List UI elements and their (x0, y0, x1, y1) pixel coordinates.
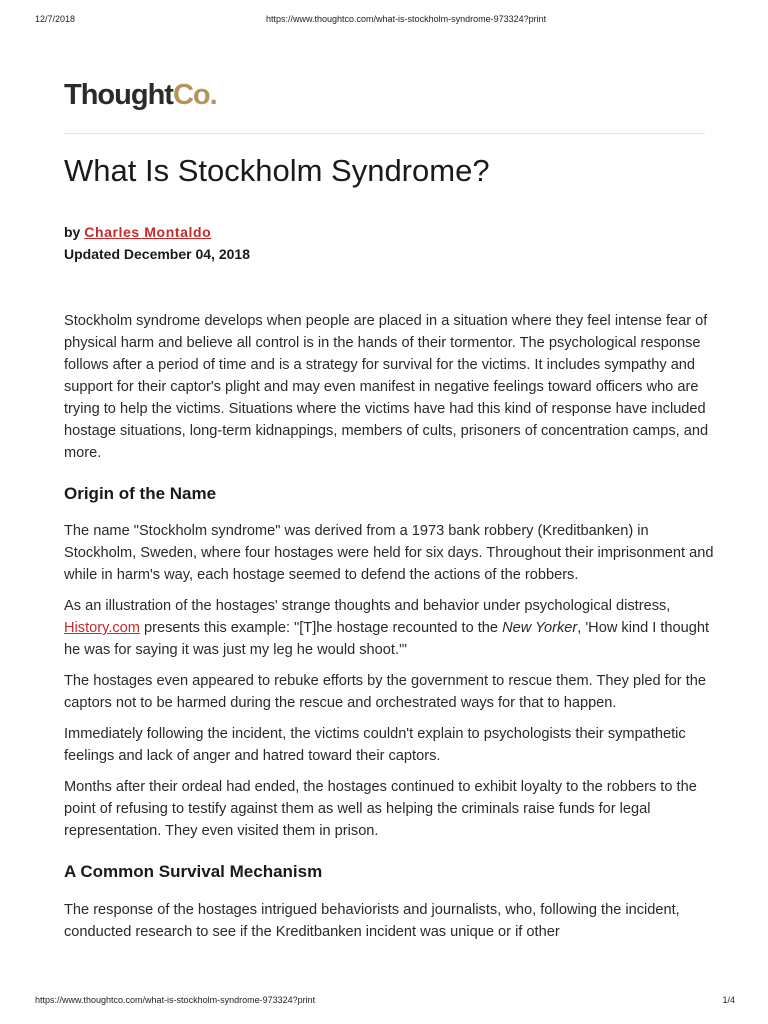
logo-accent-text: Co. (172, 79, 217, 111)
byline (64, 222, 211, 242)
print-header-url: https://www.thoughtco.com/what-is-stockholm-syndrome-973324?print (266, 14, 547, 24)
thoughtco-logo[interactable] (64, 78, 217, 112)
page-number: 1/4 (722, 995, 735, 1005)
paragraph-text: , 'How kind I thought he was for saying it was just my leg he would shoot.'" (64, 620, 710, 658)
paragraph (64, 595, 714, 661)
paragraph-text: As an illustration of the hostages' strange thoughts and behavior under psychological distress, (64, 598, 671, 614)
section-heading-survival: A Common Survival Mechanism (64, 862, 323, 881)
author-link[interactable]: Charles Montaldo (84, 224, 212, 240)
print-footer (0, 995, 768, 1009)
publication-name: New Yorker (502, 620, 578, 636)
paragraph: Immediately following the incident, the victims couldn't explain to psychologists their sympathetic feelings and lack of anger and hatred toward their captors. (64, 726, 686, 764)
print-header (0, 14, 768, 28)
intro-paragraph: Stockholm syndrome develops when people are placed in a situation where they feel intense fear of physical harm and believe all control is in the hands of their tormentor. The psychological response follows after a period of time and is a strategy for survival for the victims. It includes sympathy and support for their captor's plight and may even manifest in negative feelings toward officers who are trying to help the victims. Situations where the victims have had this kind of response have included hostage situations, long-term kidnappings, members of cults, prisoners of concentration camps, and more. (64, 313, 709, 461)
header-divider (64, 133, 705, 134)
print-footer-url: https://www.thoughtco.com/what-is-stockholm-syndrome-973324?print (35, 995, 316, 1005)
paragraph: The name "Stockholm syndrome" was derived from a 1973 bank robbery (Kreditbanken) in Stockholm, Sweden, where four hostages were held for six days. Throughout their imprisonment and while in harm's way, each hostage seemed to defend the actions of the robbers. (64, 523, 714, 583)
paragraph: The hostages even appeared to rebuke efforts by the government to rescue them. They pled for the captors not to be harmed during the rescue and orchestrated ways for that to happen. (64, 673, 706, 711)
byline-prefix: by (64, 224, 85, 240)
logo-main-text: Thought (64, 79, 173, 111)
history-com-link[interactable]: History.com (64, 620, 140, 636)
article-body (64, 310, 714, 952)
paragraph: Months after their ordeal had ended, the hostages continued to exhibit loyalty to the robbers to the point of refusing to testify against them as well as helping the criminals raise funds for legal representation. They even visited them in prison. (64, 779, 697, 839)
section-heading-origin: Origin of the Name (64, 484, 217, 503)
print-date: 12/7/2018 (35, 14, 76, 24)
paragraph-text: presents this example: "[T]he hostage recounted to the (139, 620, 503, 636)
updated-date: Updated December 04, 2018 (64, 246, 250, 262)
paragraph: The response of the hostages intrigued behaviorists and journalists, who, following the incident, conducted research to see if the Kreditbanken incident was unique or if other (64, 902, 680, 940)
page-title: What Is Stockholm Syndrome? (64, 153, 490, 188)
